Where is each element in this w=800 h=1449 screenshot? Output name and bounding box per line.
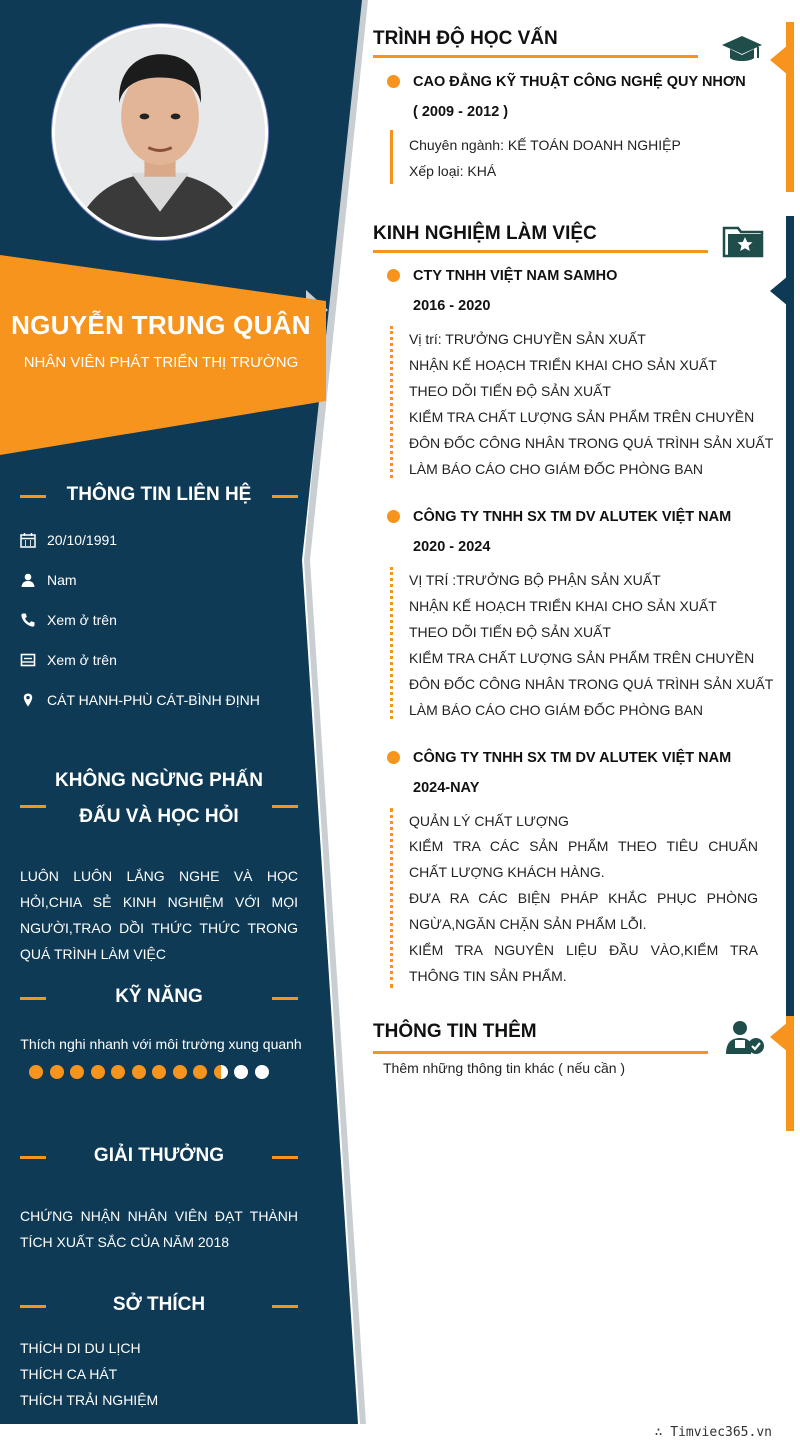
heading-bar xyxy=(20,495,46,498)
timeline-dots xyxy=(390,567,393,719)
user-check-icon xyxy=(722,1018,766,1058)
job-period: 2024-NAY xyxy=(413,780,480,796)
job-duty: KIỂM TRA NGUYÊN LIỆU ĐẦU VÀO,KIỂM TRA THÔNG TIN SẢN PHẨM. xyxy=(409,942,758,984)
location-icon xyxy=(20,692,36,708)
skill-dot xyxy=(152,1065,166,1079)
candidate-name: NGUYỄN TRUNG QUÂN xyxy=(11,310,311,340)
timeline-line xyxy=(390,130,393,184)
education-heading: TRÌNH ĐỘ HỌC VẤN xyxy=(373,28,558,49)
skill-dot xyxy=(132,1065,146,1079)
avatar xyxy=(52,24,268,240)
heading-bar xyxy=(20,1156,46,1159)
job-duty: KIỂM TRA CÁC SẢN PHẨM THEO TIÊU CHUẨN CHẤT LƯỢNG KHÁCH HÀNG. xyxy=(409,838,758,880)
skill-dot xyxy=(29,1065,43,1079)
user-icon xyxy=(20,572,36,588)
job-duty: ĐƯA RA CÁC BIỆN PHÁP KHẮC PHỤC PHÒNG NGỪA,NGĂN CHẶN SẢN PHẨM LỖI. xyxy=(409,890,758,932)
skill-dot xyxy=(173,1065,187,1079)
awards-heading-text: GIẢI THƯỞNG xyxy=(93,1145,225,1166)
additional-heading: THÔNG TIN THÊM xyxy=(373,1021,537,1042)
timeline-bullet xyxy=(387,751,400,764)
skill-dot xyxy=(255,1065,269,1079)
heading-bar xyxy=(272,805,298,808)
avatar-photo xyxy=(55,27,265,237)
timeline-dots xyxy=(390,326,393,478)
objective-heading xyxy=(20,763,298,835)
contact-address: CÁT HANH-PHÙ CÁT-BÌNH ĐỊNH xyxy=(20,690,300,710)
school-name: CAO ĐẲNG KỸ THUẬT CÔNG NGHỆ QUY NHƠN xyxy=(413,74,746,90)
job-duty: Vị trí: TRƯỞNG CHUYỀN SẢN XUẤT xyxy=(409,331,646,347)
job-duty: QUẢN LÝ CHẤT LƯỢNG xyxy=(409,813,569,829)
job-period: 2020 - 2024 xyxy=(413,539,491,555)
skill-dot xyxy=(50,1065,64,1079)
job-duty: KIỂM TRA CHẤT LƯỢNG SẢN PHẨM TRÊN CHUYỀN xyxy=(409,409,755,425)
footer-brand: ∴ Timviec365.vn xyxy=(654,1425,772,1440)
job-company: CÔNG TY TNHH SX TM DV ALUTEK VIỆT NAM xyxy=(413,509,732,525)
skill-name: Thích nghi nhanh với môi trường xung quanh xyxy=(20,1036,302,1052)
skill-dot xyxy=(70,1065,84,1079)
job-duty: NHẬN KẾ HOẠCH TRIỂN KHAI CHO SẢN XUẤT xyxy=(409,357,717,373)
edge-arrow xyxy=(770,45,788,75)
email-icon xyxy=(20,652,36,668)
skill-dot xyxy=(193,1065,207,1079)
job-duty: NHẬN KẾ HOẠCH TRIỂN KHAI CHO SẢN XUẤT xyxy=(409,598,717,614)
hobby-item: THÍCH DI DU LỊCH xyxy=(20,1340,141,1356)
skill-rating xyxy=(29,1065,269,1079)
heading-bar xyxy=(272,495,298,498)
contact-phone: Xem ở trên xyxy=(20,610,300,630)
job-duty: THEO DÕI TIẾN ĐỘ SẢN XUẤT xyxy=(409,624,611,640)
contact-email: Xem ở trên xyxy=(20,650,300,670)
skills-heading-text: KỸ NĂNG xyxy=(115,986,203,1007)
skill-dot xyxy=(91,1065,105,1079)
heading-bar xyxy=(20,805,46,808)
heading-underline xyxy=(373,1051,708,1054)
hobby-item: THÍCH CA HÁT xyxy=(20,1366,118,1382)
skill-dot xyxy=(111,1065,125,1079)
phone-icon xyxy=(20,612,36,628)
contact-dob: 20/10/1991 xyxy=(20,530,300,550)
edge-arrow xyxy=(770,276,788,306)
objective-heading-line2: ĐẤU VÀ HỌC HỎI xyxy=(79,806,239,827)
job-duty: LÀM BÁO CÁO CHO GIÁM ĐỐC PHÒNG BAN xyxy=(409,702,704,718)
heading-bar xyxy=(272,997,298,1000)
calendar-icon xyxy=(20,532,36,548)
contact-heading xyxy=(20,484,298,506)
additional-text: Thêm những thông tin khác ( nếu cần ) xyxy=(383,1060,626,1076)
skill-dot xyxy=(214,1065,228,1079)
edge-arrow xyxy=(770,1022,788,1052)
heading-bar xyxy=(20,1305,46,1308)
folder-star-icon xyxy=(722,222,766,262)
objective-heading-line1: KHÔNG NGỪNG PHẤN xyxy=(55,770,263,791)
job-period: 2016 - 2020 xyxy=(413,298,491,314)
timeline-bullet xyxy=(387,75,400,88)
job-duty: THEO DÕI TIẾN ĐỘ SẢN XUẤT xyxy=(409,383,611,399)
job-duty: ĐÔN ĐỐC CÔNG NHÂN TRONG QUÁ TRÌNH SẢN XUẤT xyxy=(409,435,774,451)
experience-heading: KINH NGHIỆM LÀM VIỆC xyxy=(373,223,597,244)
awards-heading xyxy=(20,1145,298,1167)
job-company: CÔNG TY TNHH SX TM DV ALUTEK VIỆT NAM xyxy=(413,750,732,766)
skill-dot xyxy=(234,1065,248,1079)
heading-underline xyxy=(373,250,708,253)
skills-heading xyxy=(20,986,298,1008)
hobbies-heading xyxy=(20,1294,298,1316)
graduation-cap-icon xyxy=(720,30,764,70)
timeline-dots xyxy=(390,808,393,988)
hobbies-list xyxy=(20,1335,298,1413)
education-rank: Xếp loại: KHÁ xyxy=(409,163,497,179)
timeline-bullet xyxy=(387,510,400,523)
job-duty: ĐÔN ĐỐC CÔNG NHÂN TRONG QUÁ TRÌNH SẢN XUẤT xyxy=(409,676,774,692)
hobby-item: THÍCH TRẢI NGHIỆM xyxy=(20,1392,159,1408)
awards-text: CHỨNG NHẬN NHÂN VIÊN ĐẠT THÀNH TÍCH XUẤT SẮC CỦA NĂM 2018 xyxy=(20,1208,298,1250)
job-company: CTY TNHH VIỆT NAM SAMHO xyxy=(413,268,618,284)
heading-bar xyxy=(272,1156,298,1159)
contact-heading-text: THÔNG TIN LIÊN HỆ xyxy=(66,484,252,505)
job-duty: VỊ TRÍ :TRƯỞNG BỘ PHẬN SẢN XUẤT xyxy=(409,572,661,588)
contact-gender: Nam xyxy=(20,570,300,590)
heading-underline xyxy=(373,55,698,58)
edge-accent xyxy=(786,216,794,1131)
job-duty: LÀM BÁO CÁO CHO GIÁM ĐỐC PHÒNG BAN xyxy=(409,461,704,477)
timeline-bullet xyxy=(387,269,400,282)
heading-bar xyxy=(20,997,46,1000)
hobbies-heading-text: SỞ THÍCH xyxy=(112,1294,206,1315)
education-major: Chuyên ngành: KẾ TOÁN DOANH NGHIỆP xyxy=(409,137,681,153)
education-period: ( 2009 - 2012 ) xyxy=(413,104,509,120)
heading-bar xyxy=(272,1305,298,1308)
job-duty: KIỂM TRA CHẤT LƯỢNG SẢN PHẨM TRÊN CHUYỀN xyxy=(409,650,755,666)
objective-text: LUÔN LUÔN LẮNG NGHE VÀ HỌC HỎI,CHIA SẺ KINH NGHIỆM VỚI MỌI NGƯỜI,TRAO DỒI THỨC THỨC TRONG QUÁ TRÌNH LÀM VIỆC xyxy=(20,868,298,962)
candidate-title: NHÂN VIÊN PHÁT TRIỂN THỊ TRƯỜNG xyxy=(23,354,299,371)
